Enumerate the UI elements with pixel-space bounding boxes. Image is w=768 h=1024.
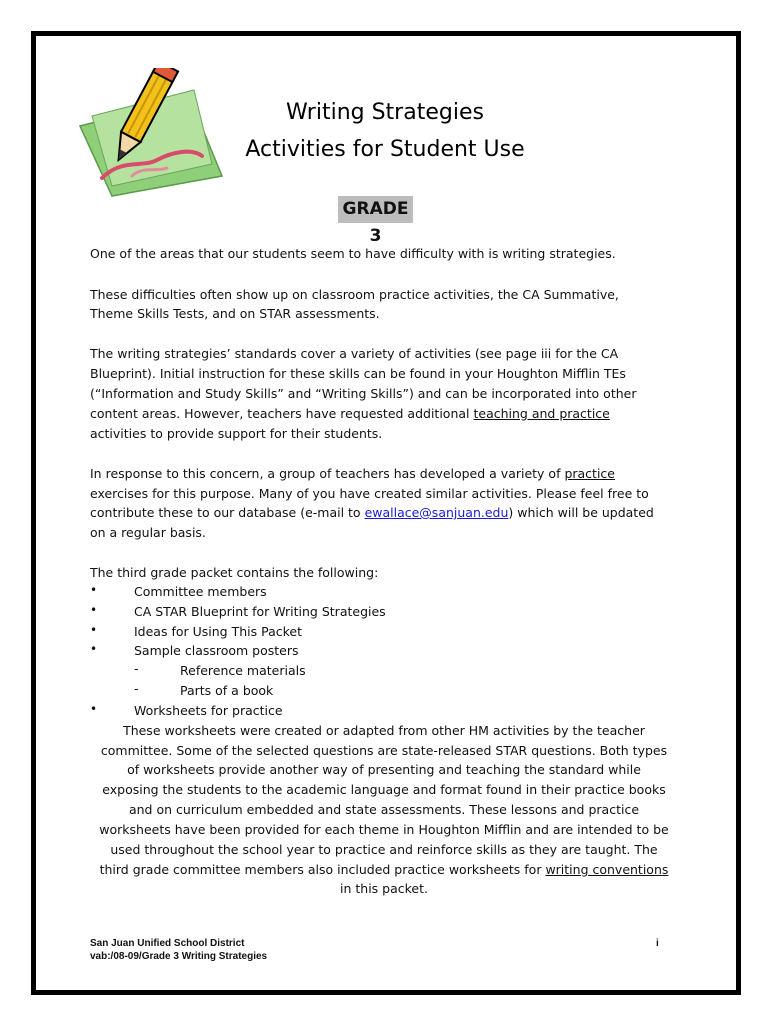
footer-doc-ref: vab:/08-09/Grade 3 Writing Strategies	[90, 951, 268, 962]
bullet-icon: •	[90, 583, 98, 597]
worksheet-note-line: These worksheets were created or adapted from other HM activities by the teacher	[123, 723, 645, 738]
worksheet-note-line	[86, 860, 682, 880]
footer-district: San Juan Unified School District	[90, 938, 245, 949]
list-intro: The third grade packet contains the following:	[90, 565, 379, 580]
teaching-practice-underline: teaching and practice	[473, 406, 610, 421]
difficulties-line2: Theme Skills Tests, and on STAR assessments.	[90, 306, 380, 321]
worksheet-note-line: exposing the students to the academic language and format found in their practice books	[102, 782, 666, 797]
list-item: CA STAR Blueprint for Writing Strategies	[134, 604, 386, 619]
worksheet-note-line: worksheets have been provided for each theme in Houghton Mifflin and are intended to be	[99, 822, 669, 837]
difficulties-line1: These difficulties often show up on classroom practice activities, the CA Summative,	[90, 287, 619, 302]
bullet-icon: •	[90, 642, 98, 656]
worksheet-note-text: third grade committee members also included practice worksheets for	[99, 862, 546, 877]
document-title-line2: Activities for Student Use	[245, 137, 525, 162]
bullet-icon: •	[90, 623, 98, 637]
bullet-icon: •	[90, 603, 98, 617]
worksheet-note-line: in this packet.	[340, 881, 428, 896]
worksheet-note-line: used throughout the school year to practice and reinforce skills as they are taught. The	[110, 842, 658, 857]
writing-conventions-underline: writing conventions	[545, 862, 669, 877]
bullet-icon: •	[90, 702, 98, 716]
response-line3-text: contribute these to our database (e-mail to	[90, 505, 365, 520]
standards-line4	[90, 404, 690, 424]
email-link[interactable]: ewallace@sanjuan.edu	[364, 505, 509, 520]
list-item: Worksheets for practice	[134, 703, 283, 718]
footer-page-number: i	[656, 938, 659, 949]
practice-underline: practice	[564, 466, 615, 481]
grade-label: GRADE 3	[338, 196, 413, 223]
sub-list-item: Parts of a book	[180, 683, 274, 698]
response-line2: exercises for this purpose. Many of you have created similar activities. Please feel free to	[90, 486, 649, 501]
response-line1	[90, 464, 690, 484]
dash-marker: -	[134, 681, 139, 696]
list-item: Sample classroom posters	[134, 643, 299, 658]
standards-line4-text: content areas. However, teachers have requested additional	[90, 406, 474, 421]
document-title-line1: Writing Strategies	[286, 100, 484, 125]
worksheet-note-line: of worksheets provide another way of presenting and teaching the standard while	[127, 762, 641, 777]
dash-marker: -	[134, 661, 139, 676]
standards-line3: (“Information and Study Skills” and “Writing Skills”) and can be incorporated into other	[90, 386, 637, 401]
worksheet-note-line: committee. Some of the selected questions are state-released STAR questions. Both types	[100, 743, 668, 758]
intro-paragraph: One of the areas that our students seem to have difficulty with is writing strategies.	[90, 246, 616, 261]
sub-list-item: Reference materials	[180, 663, 306, 678]
list-item: Committee members	[134, 584, 267, 599]
standards-line5: activities to provide support for their students.	[90, 426, 383, 441]
worksheet-note-line: and on curriculum embedded and state assessments. These lessons and practice	[128, 802, 640, 817]
response-line3	[90, 503, 690, 523]
response-line1-text: In response to this concern, a group of teachers has developed a variety of	[90, 466, 565, 481]
standards-line2: Blueprint). Initial instruction for these skills can be found in your Houghton Mifflin TEs	[90, 366, 626, 381]
standards-line1: The writing strategies’ standards cover a variety of activities (see page iii for the CA	[90, 346, 619, 361]
response-line4: on a regular basis.	[90, 525, 206, 540]
list-item: Ideas for Using This Packet	[134, 624, 302, 639]
response-line3-end: ) which will be updated	[508, 505, 654, 520]
